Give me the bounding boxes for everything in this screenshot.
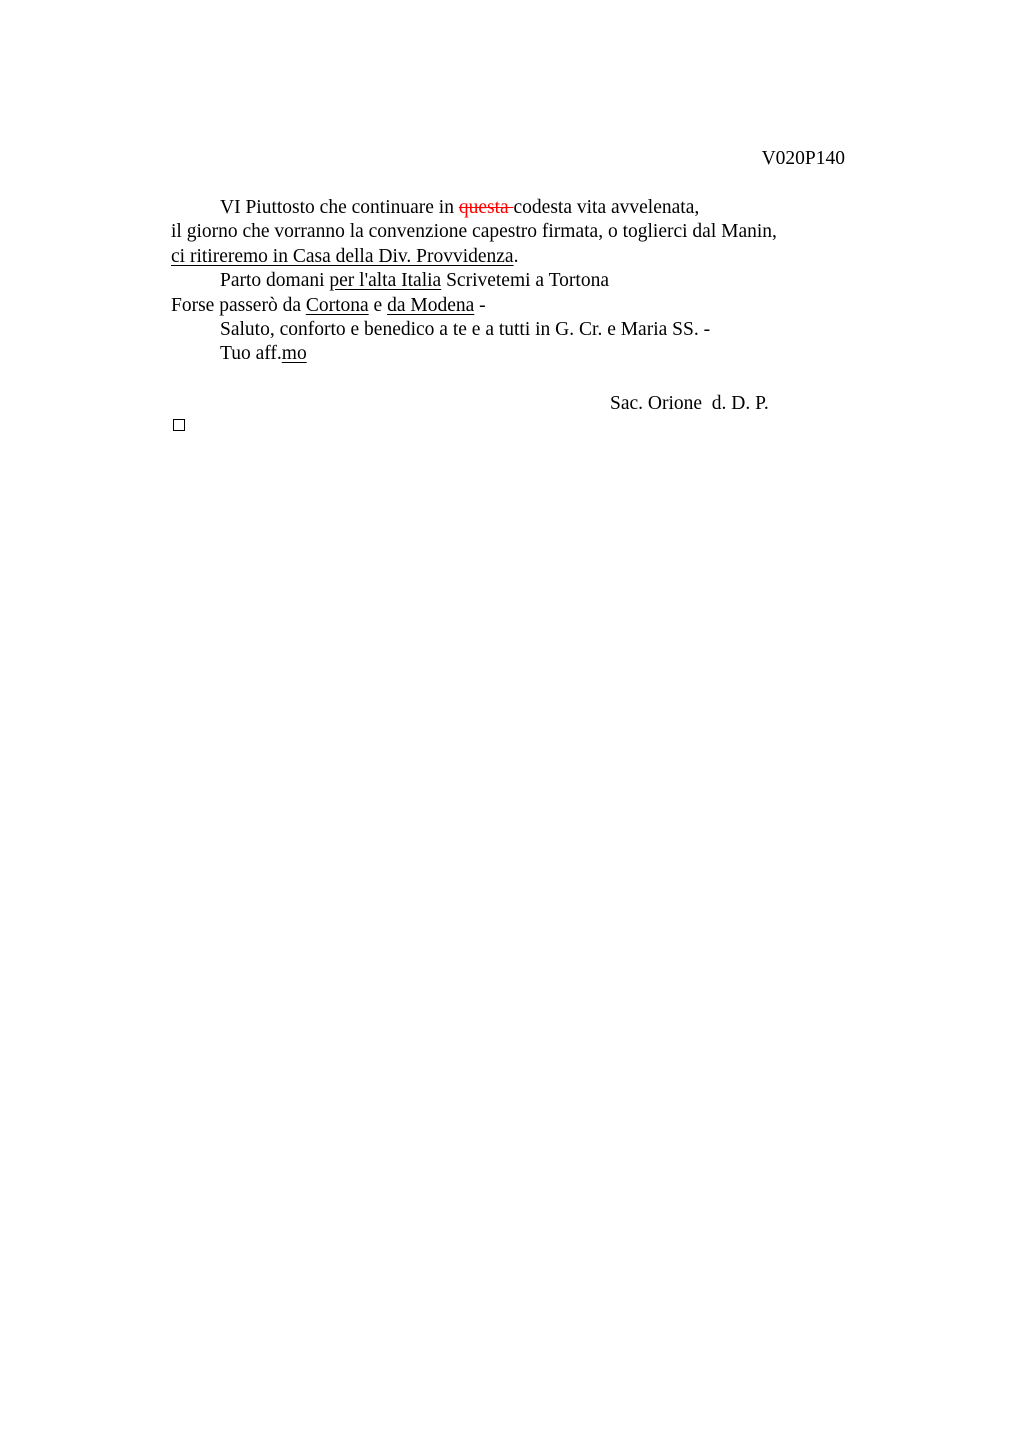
line-4-start: Parto domani [220,270,330,292]
line-1-end: codesta vita avvelenata, [513,197,700,218]
letter-body [171,196,851,367]
line-5-end: - [474,294,486,316]
line-1-start: VI Piuttosto che continuare in [220,197,459,218]
line-3 [171,245,851,269]
signature: Sac. Orione d. D. P. [610,393,769,414]
line-5 [171,294,851,318]
page-reference: V020P140 [761,148,845,169]
line-5-mid: e [368,294,388,316]
line-7-start: Tuo aff. [220,343,282,365]
line-4-underlined: per l'alta Italia [329,270,442,292]
checkbox-icon [173,419,185,431]
line-5-underlined-1: Cortona [305,294,369,316]
line-7-underlined: mo [281,343,307,365]
line-7 [171,342,851,366]
line-5-underlined-2: da Modena [387,294,475,316]
line-5-start: Forse passerò da [171,294,306,316]
line-3-underlined: ci ritireremo in Casa della Div. Provvidenza [171,245,514,267]
line-3-end: . [513,245,519,267]
line-1 [171,196,851,220]
line-6: Saluto, conforto e benedico a te e a tutti in G. Cr. e Maria SS. - [220,318,711,340]
deleted-word: questa [458,197,514,218]
line-4-end: Scrivetemi a Tortona [441,270,609,292]
line-4 [171,269,851,293]
line-2: il giorno che vorranno la convenzione capestro firmata, o toglierci dal Manin, [171,221,777,243]
